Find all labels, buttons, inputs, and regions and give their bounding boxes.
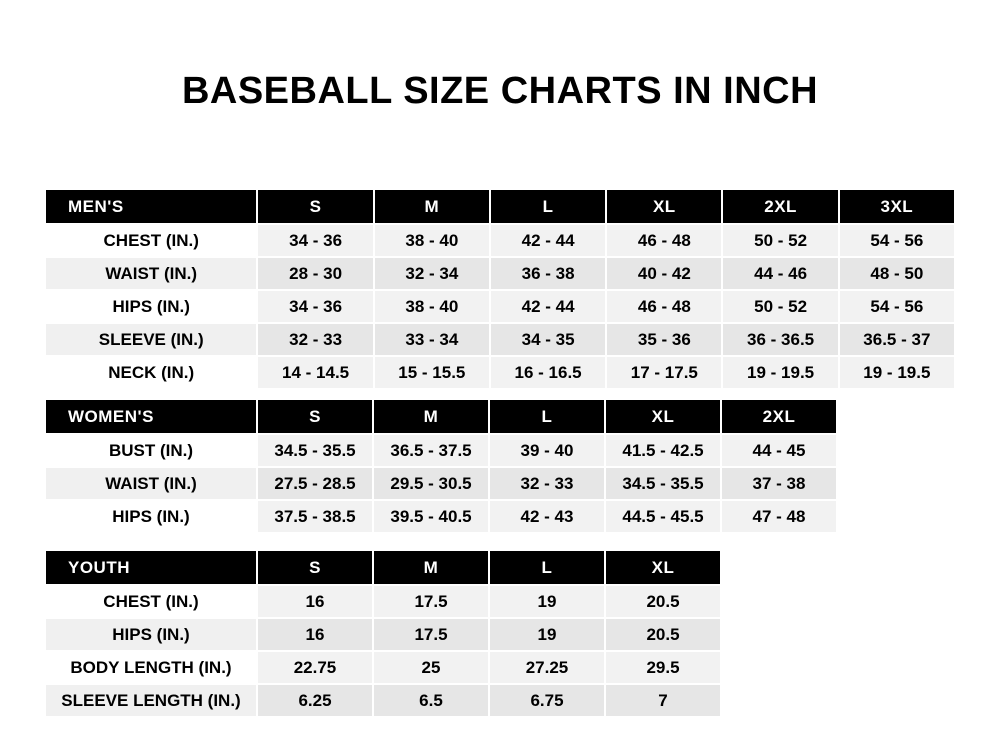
table-cell: 38 - 40: [374, 290, 490, 323]
table-cell: 47 - 48: [721, 500, 837, 533]
column-header: S: [257, 550, 373, 585]
table-cell: 44.5 - 45.5: [605, 500, 721, 533]
table-row: [45, 356, 955, 389]
row-label: BODY LENGTH (IN.): [45, 651, 257, 684]
row-label: HIPS (IN.): [45, 618, 257, 651]
row-label: HIPS (IN.): [45, 500, 257, 533]
column-header: L: [489, 399, 605, 434]
column-header: L: [489, 550, 605, 585]
table-cell: 38 - 40: [374, 224, 490, 257]
table-cell: 6.25: [257, 684, 373, 717]
table-cell: 44 - 46: [722, 257, 838, 290]
table-cell: 36.5 - 37.5: [373, 434, 489, 467]
table-cell: 16 - 16.5: [490, 356, 606, 389]
table-cell: 34 - 35: [490, 323, 606, 356]
table-cell: 39 - 40: [489, 434, 605, 467]
column-header: WOMEN'S: [45, 399, 257, 434]
table-cell: 20.5: [605, 585, 721, 618]
row-label: WAIST (IN.): [45, 257, 257, 290]
column-header: XL: [605, 399, 721, 434]
row-label: SLEEVE (IN.): [45, 323, 257, 356]
column-header: M: [374, 189, 490, 224]
table-cell: 34 - 36: [257, 290, 373, 323]
column-header: XL: [605, 550, 721, 585]
column-header: XL: [606, 189, 722, 224]
column-header: 3XL: [839, 189, 955, 224]
table-cell: 50 - 52: [722, 290, 838, 323]
table-cell: 7: [605, 684, 721, 717]
mens-size-table: [44, 188, 956, 390]
table-cell: 19 - 19.5: [722, 356, 838, 389]
table-cell: 19 - 19.5: [839, 356, 955, 389]
table-cell: 32 - 34: [374, 257, 490, 290]
table-cell: 32 - 33: [257, 323, 373, 356]
youth-size-table: [44, 549, 722, 718]
column-header: M: [373, 399, 489, 434]
table-cell: 37.5 - 38.5: [257, 500, 373, 533]
table-cell: 32 - 33: [489, 467, 605, 500]
column-header: YOUTH: [45, 550, 257, 585]
table-row: [45, 434, 837, 467]
table-row: [45, 467, 837, 500]
table-cell: 42 - 43: [489, 500, 605, 533]
column-header: 2XL: [721, 399, 837, 434]
table-row: [45, 323, 955, 356]
table-cell: 42 - 44: [490, 224, 606, 257]
table-cell: 19: [489, 618, 605, 651]
row-label: NECK (IN.): [45, 356, 257, 389]
table-cell: 15 - 15.5: [374, 356, 490, 389]
table-row: [45, 585, 721, 618]
table-cell: 37 - 38: [721, 467, 837, 500]
table-row: [45, 500, 837, 533]
table-cell: 54 - 56: [839, 224, 955, 257]
table-cell: 36 - 36.5: [722, 323, 838, 356]
row-label: WAIST (IN.): [45, 467, 257, 500]
table-cell: 48 - 50: [839, 257, 955, 290]
table-cell: 34 - 36: [257, 224, 373, 257]
table-cell: 44 - 45: [721, 434, 837, 467]
table-cell: 17.5: [373, 585, 489, 618]
table-cell: 40 - 42: [606, 257, 722, 290]
column-header: M: [373, 550, 489, 585]
table-cell: 41.5 - 42.5: [605, 434, 721, 467]
row-label: HIPS (IN.): [45, 290, 257, 323]
row-label: SLEEVE LENGTH (IN.): [45, 684, 257, 717]
table-cell: 27.5 - 28.5: [257, 467, 373, 500]
row-label: BUST (IN.): [45, 434, 257, 467]
table-cell: 36 - 38: [490, 257, 606, 290]
table-cell: 16: [257, 618, 373, 651]
table-cell: 34.5 - 35.5: [257, 434, 373, 467]
table-cell: 42 - 44: [490, 290, 606, 323]
table-cell: 33 - 34: [374, 323, 490, 356]
table-header-row: [45, 399, 837, 434]
table-row: [45, 618, 721, 651]
table-header-row: [45, 550, 721, 585]
table-row: [45, 684, 721, 717]
table-cell: 20.5: [605, 618, 721, 651]
table-row: [45, 224, 955, 257]
column-header: S: [257, 399, 373, 434]
table-cell: 29.5: [605, 651, 721, 684]
column-header: L: [490, 189, 606, 224]
table-cell: 50 - 52: [722, 224, 838, 257]
table-cell: 6.75: [489, 684, 605, 717]
table-cell: 22.75: [257, 651, 373, 684]
table-cell: 16: [257, 585, 373, 618]
table-cell: 17.5: [373, 618, 489, 651]
table-cell: 39.5 - 40.5: [373, 500, 489, 533]
table-cell: 36.5 - 37: [839, 323, 955, 356]
table-row: [45, 290, 955, 323]
table-cell: 25: [373, 651, 489, 684]
table-cell: 34.5 - 35.5: [605, 467, 721, 500]
table-cell: 6.5: [373, 684, 489, 717]
column-header: 2XL: [722, 189, 838, 224]
table-cell: 35 - 36: [606, 323, 722, 356]
table-cell: 19: [489, 585, 605, 618]
table-cell: 27.25: [489, 651, 605, 684]
womens-size-table: [44, 398, 838, 534]
table-cell: 46 - 48: [606, 224, 722, 257]
page-title: BASEBALL SIZE CHARTS IN INCH: [181, 70, 819, 112]
table-cell: 28 - 30: [257, 257, 373, 290]
row-label: CHEST (IN.): [45, 585, 257, 618]
table-cell: 14 - 14.5: [257, 356, 373, 389]
column-header: MEN'S: [45, 189, 257, 224]
table-cell: 54 - 56: [839, 290, 955, 323]
table-cell: 46 - 48: [606, 290, 722, 323]
table-row: [45, 651, 721, 684]
table-cell: 17 - 17.5: [606, 356, 722, 389]
table-cell: 29.5 - 30.5: [373, 467, 489, 500]
column-header: S: [257, 189, 373, 224]
table-header-row: [45, 189, 955, 224]
table-row: [45, 257, 955, 290]
row-label: CHEST (IN.): [45, 224, 257, 257]
